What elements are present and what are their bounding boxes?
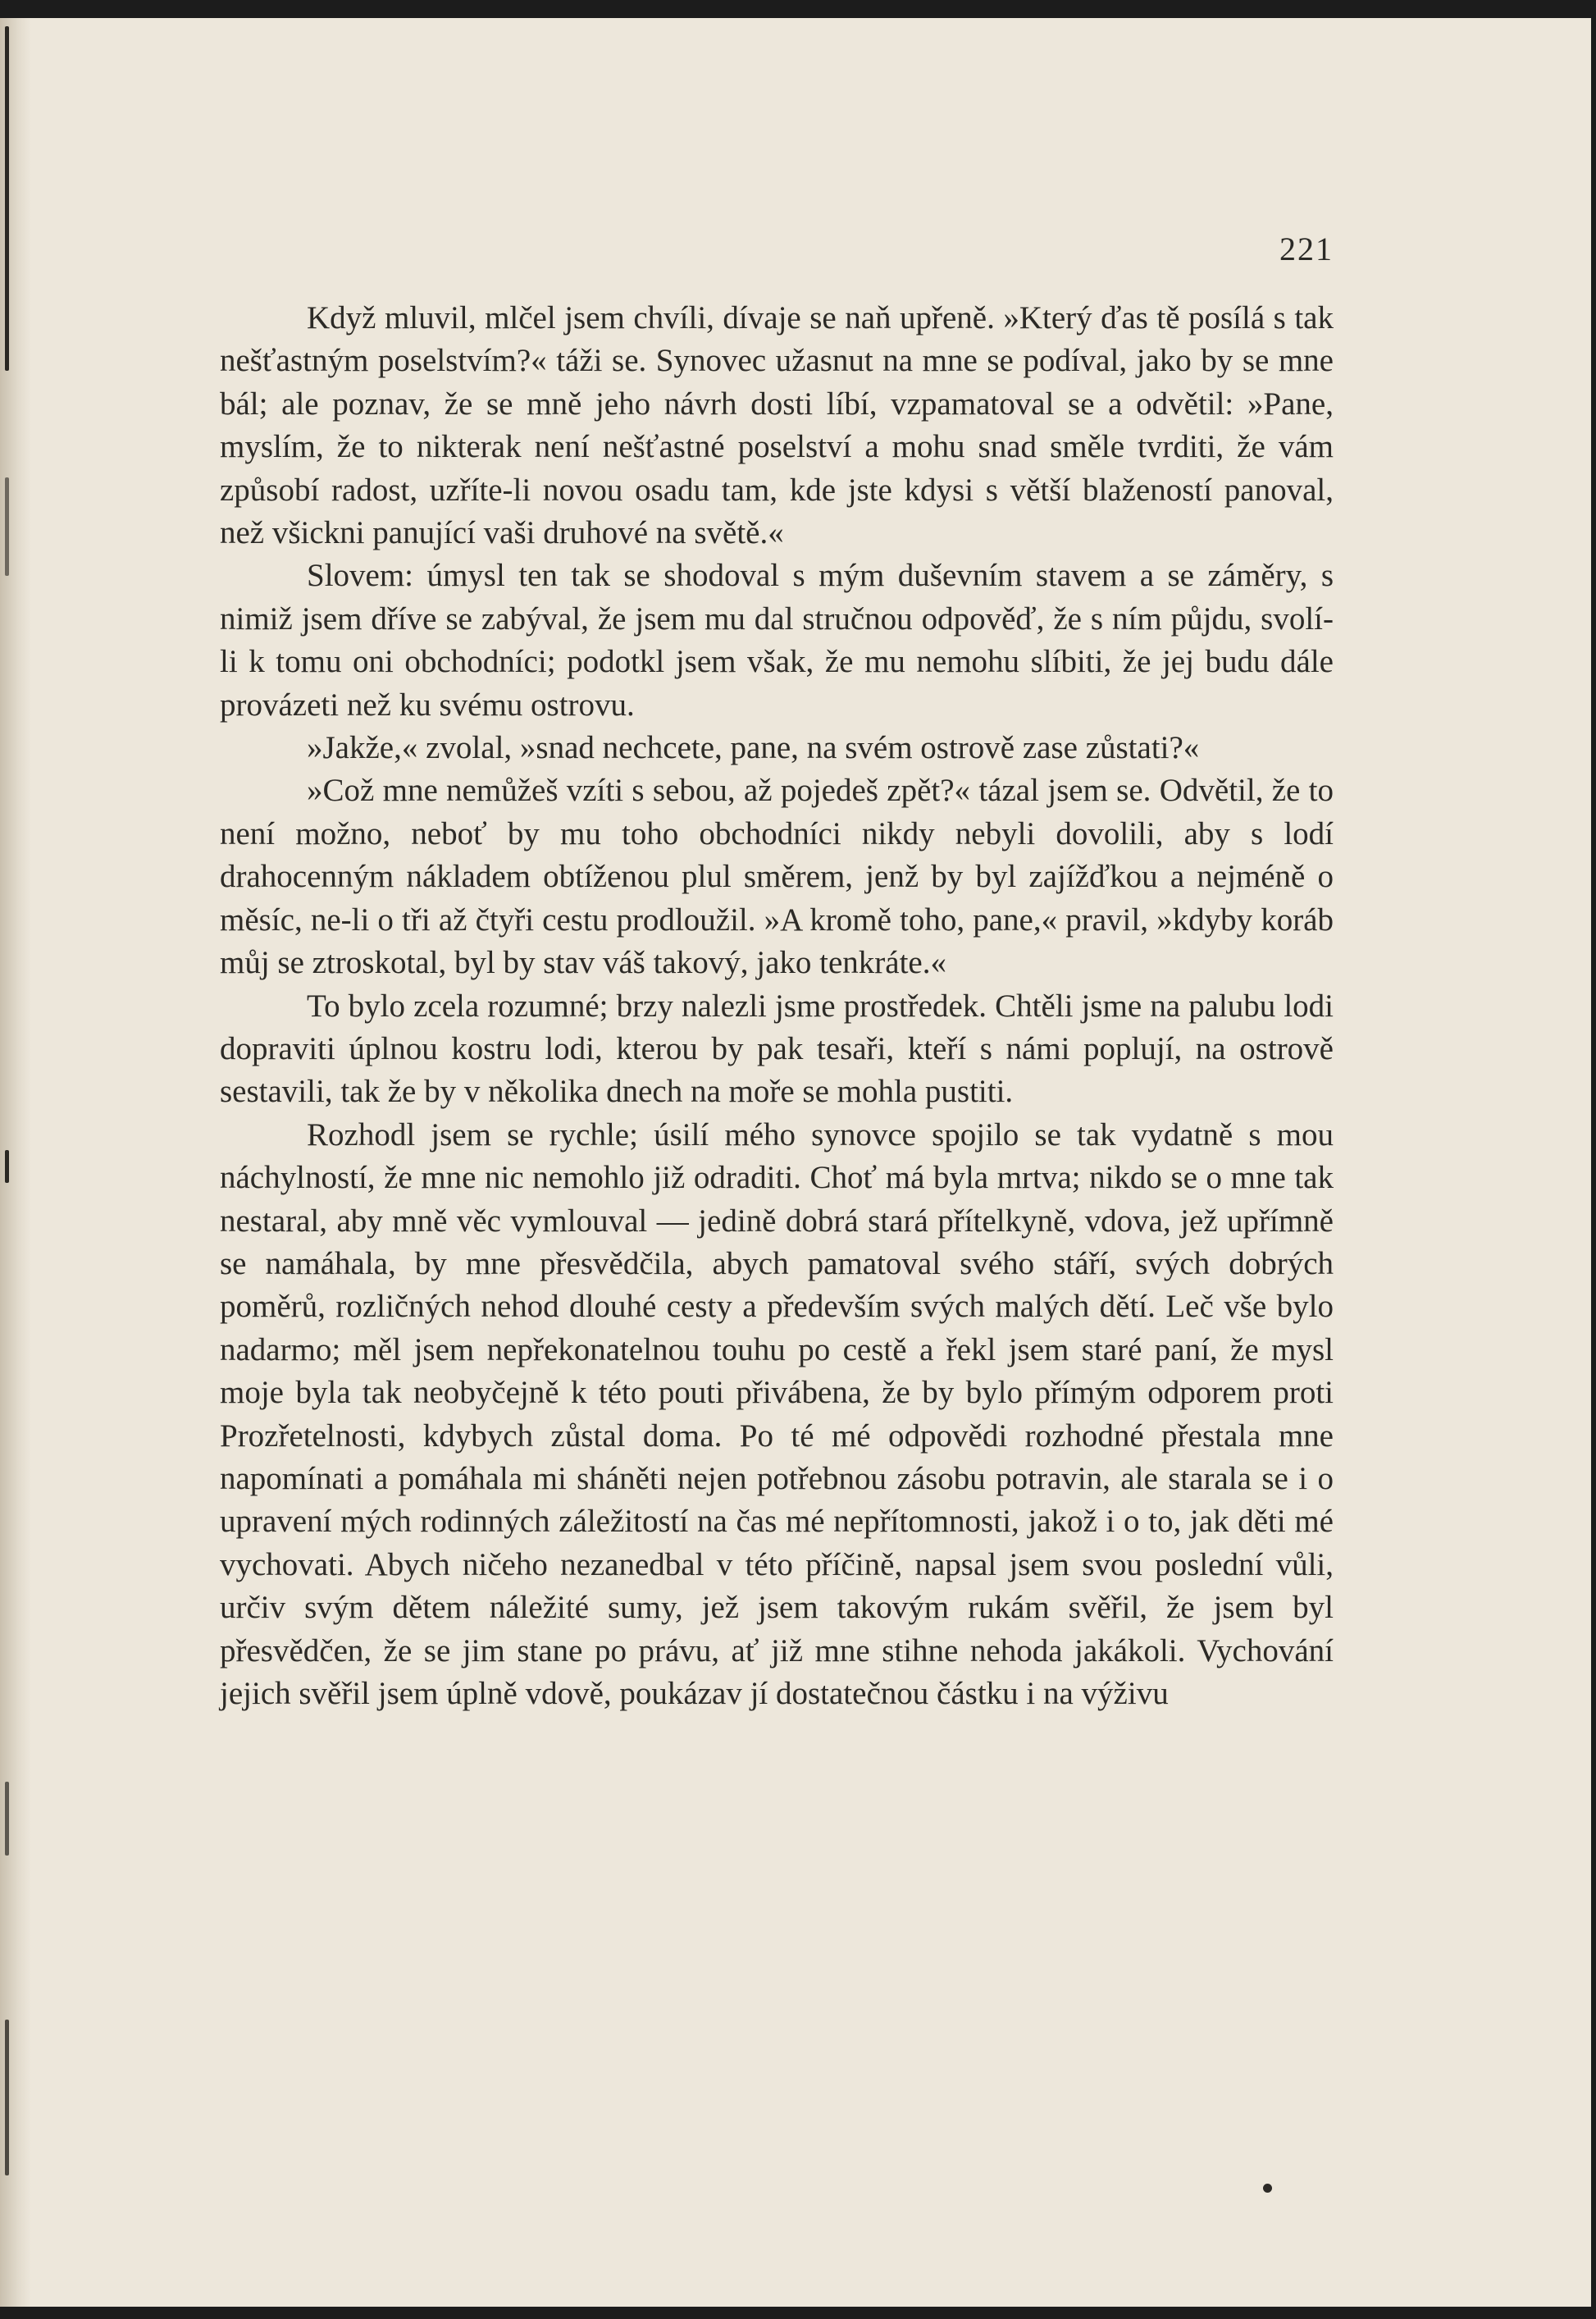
- paragraph: To bylo zcela rozumné; brzy nalezli jsme prostředek. Chtěli jsme na palubu lodi dopraviti úplnou kostru lodi, kterou by pak tesaři, kteří s námi poplují, na ostrově sestavili, tak že by v několika dnech na moře se mohla pustiti.: [220, 988, 1334, 1110]
- ink-speck: [1263, 2184, 1272, 2193]
- body-text: [220, 297, 1334, 1715]
- paragraph: »Jakže,« zvolal, »snad nechcete, pane, na svém ostrově zase zůstati?«: [307, 730, 1200, 766]
- gutter-mark: [5, 477, 9, 576]
- gutter-mark: [5, 1782, 9, 1856]
- page-number: 221: [1279, 231, 1334, 267]
- paragraph: Rozhodl jsem se rychle; úsilí mého synovce spojilo se tak vydatně s mou náchylností, že mne nic nemohlo již odraditi. Choť má byla mrtva; nikdo se o mne tak nestaral, aby mně věc vymlouval — jedině dobrá stará přítelkyně, vdova, jež upřímně se namáhala, by mne přesvědčila, abych pamatoval svého stáří, svých dobrých poměrů, rozličných nehod dlouhé cesty a především svých malých dětí. Leč vše bylo nadarmo; měl jsem nepřekonatelnou touhu po cestě a řekl jsem staré paní, že mysl moje byla tak neobyčejně k této pouti přivábena, že by bylo přímým odporem proti Prozřetelnosti, kdybych zůstal doma. Po té mé odpovědi rozhodné přestala mne napomínati a pomáhala mi sháněti nejen potřebnou zásobu potravin, ale starala se i o upravení mých rodinných záležitostí na čas mé nepřítomnosti, jakož i o to, jak děti mé vychovati. Abych ničeho nezanedbal v této příčině, napsal jsem svou poslední vůli, určiv svým dětem náležité sumy, jež jsem takovým rukám svěřil, že jsem byl přesvědčen, že se jim stane po právu, ať již mne stihne nehoda jakákoli. Vychování jejich svěřil jsem úplně vdově, poukázav jí dostatečnou částku i na výživu: [220, 1116, 1334, 1711]
- gutter-mark: [5, 26, 9, 371]
- page-gutter: [0, 18, 31, 2307]
- gutter-mark: [5, 1150, 9, 1183]
- gutter-mark: [5, 2020, 9, 2175]
- paragraph: Slovem: úmysl ten tak se shodoval s mým duševním stavem a se záměry, s nimiž jsem dříve se zabýval, že jsem mu dal stručnou odpověď, že s ním půjdu, svolí-li k tomu oni obchodníci; podotkl jsem však, že mu nemohu slíbiti, že jej budu dále provázeti než ku svému ostrovu.: [220, 558, 1334, 723]
- paragraph: Když mluvil, mlčel jsem chvíli, dívaje se naň upřeně. »Který ďas tě posílá s tak nešťastným poselstvím?« táži se. Synovec užasnut na mne se podíval, jako by se mne bál; ale poznav, že se mně jeho návrh dosti líbí, vzpamatoval se a odvětil: »Pane, myslím, že to nikterak není nešťastné poselství a mohu snad směle tvrditi, že vám způsobí radost, uzříte-li novou osadu tam, kde jste kdysi s větší blažeností panoval, než všickni panující vaši druhové na světě.«: [220, 300, 1334, 551]
- paragraph: »Což mne nemůžeš vzíti s sebou, až pojedeš zpět?« tázal jsem se. Odvětil, že to není možno, neboť by mu toho obchodníci nikdy nebyli dovolili, aby s lodí drahocenným nákladem obtíženou plul směrem, jenž by byl zajížďkou a nejméně o měsíc, ne-li o tři až čtyři cestu prodloužil. »A kromě toho, pane,« pravil, »kdyby koráb můj se ztroskotal, byl by stav váš takový, jako tenkráte.«: [220, 773, 1334, 981]
- book-page: [0, 18, 1591, 2307]
